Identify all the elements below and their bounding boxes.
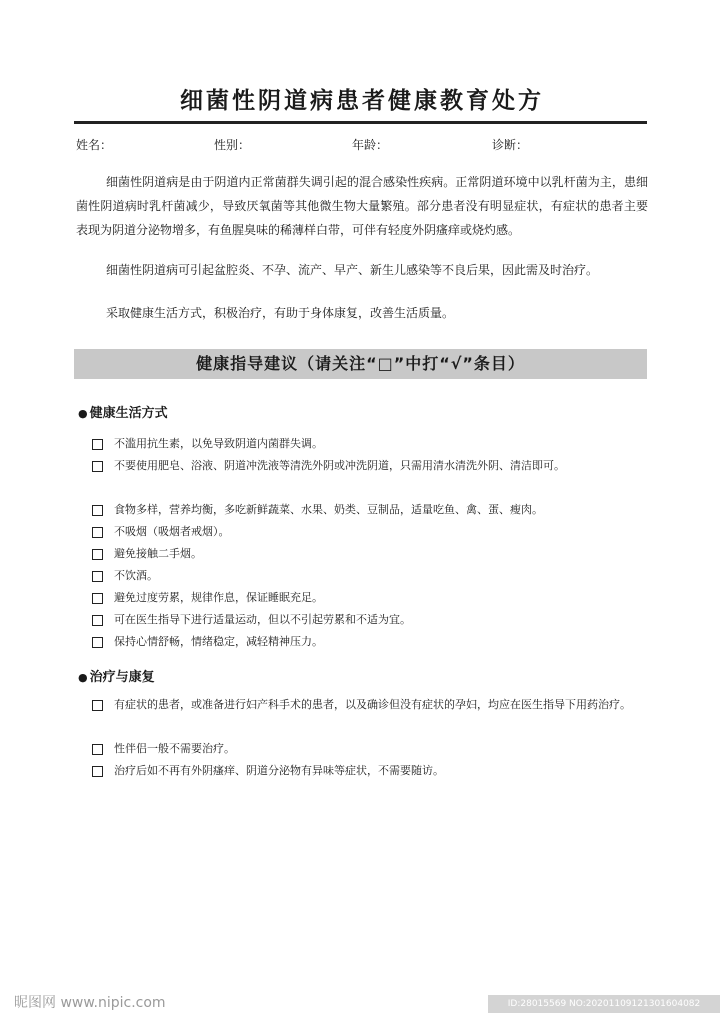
section-heading-lifestyle: [78, 402, 168, 421]
checklist-item-text: 避免接触二手烟。: [114, 547, 202, 560]
section-title: 治疗与康复: [89, 670, 155, 685]
bullet-icon: ●: [78, 407, 88, 420]
checkbox-icon[interactable]: [92, 461, 103, 472]
checklist-item-text: 不滥用抗生素，以免导致阴道内菌群失调。: [114, 437, 323, 450]
age-field-label: 年龄：: [352, 138, 389, 152]
checkbox-icon[interactable]: [92, 744, 103, 755]
checklist-item-text: 性伴侣一般不需要治疗。: [114, 742, 235, 755]
checklist-item-text: 不要使用肥皂、浴液、阴道冲洗液等清洗外阴或冲洗阴道，只需用清水清洗外阴、清洁即可。: [114, 459, 565, 472]
checkbox-icon[interactable]: [92, 527, 103, 538]
diagnosis-field-label: 诊断：: [492, 138, 529, 152]
checkbox-icon[interactable]: [92, 593, 103, 604]
consequence-paragraph: 细菌性阴道病可引起盆腔炎、不孕、流产、早产、新生儿感染等不良后果，因此需及时治疗。: [106, 263, 599, 277]
bullet-icon: ●: [78, 671, 88, 684]
intro-paragraph: 细菌性阴道病是由于阴道内正常菌群失调引起的混合感染性疾病。正常阴道环境中以乳杆菌为主，患细菌性阴道病时乳杆菌减少，导致厌氧菌等其他微生物大量繁殖。部分患者没有明显症状，有症状的患者主要表现为阴道分泌物增多，有鱼腥臭味的稀薄样白带，可伴有轻度外阴瘙痒或烧灼感。: [76, 175, 648, 237]
checkbox-icon[interactable]: [92, 637, 103, 648]
name-field-label: 姓名：: [76, 138, 113, 152]
checkbox-icon[interactable]: [92, 615, 103, 626]
lifestyle-paragraph: 采取健康生活方式，积极治疗，有助于身体康复，改善生活质量。: [106, 306, 455, 320]
checklist-item-text: 有症状的患者，或准备进行妇产科手术的患者，以及确诊但没有症状的孕妇，均应在医生指导下用药治疗。: [114, 698, 631, 711]
guidance-banner: [74, 349, 647, 379]
image-id-label: ID:28015569 NO:20201109121301604082: [488, 995, 720, 1013]
checkbox-icon[interactable]: [92, 439, 103, 450]
checkbox-icon[interactable]: [92, 571, 103, 582]
checkbox-icon[interactable]: [92, 766, 103, 777]
checklist-item-text: 可在医生指导下进行适量运动，但以不引起劳累和不适为宜。: [114, 613, 411, 626]
document-title: 细菌性阴道病患者健康教育处方: [180, 88, 544, 114]
checkbox-icon[interactable]: [92, 549, 103, 560]
checkbox-icon[interactable]: [92, 505, 103, 516]
checklist-item-text: 避免过度劳累，规律作息，保证睡眠充足。: [114, 591, 323, 604]
checklist-item-text: 不吸烟（吸烟者戒烟）。: [114, 525, 230, 538]
section-title: 健康生活方式: [89, 406, 168, 421]
guidance-banner-text: 健康指导建议（请关注“□”中打“√”条目）: [196, 354, 525, 373]
checklist-item-text: 不饮酒。: [114, 569, 158, 582]
title-divider: [74, 121, 647, 124]
checklist-item-text: 保持心情舒畅，情绪稳定，减轻精神压力。: [114, 635, 323, 648]
watermark-text: 昵图网 www.nipic.com: [14, 995, 166, 1011]
gender-field-label: 性别：: [214, 138, 251, 152]
checklist-item-text: 治疗后如不再有外阴瘙痒、阴道分泌物有异味等症状，不需要随访。: [114, 764, 444, 777]
checklist-item-text: 食物多样，营养均衡，多吃新鲜蔬菜、水果、奶类、豆制品，适量吃鱼、禽、蛋、瘦肉。: [114, 503, 543, 516]
checkbox-icon[interactable]: [92, 700, 103, 711]
section-heading-treatment: [78, 666, 155, 685]
patient-info-row: [76, 136, 646, 154]
